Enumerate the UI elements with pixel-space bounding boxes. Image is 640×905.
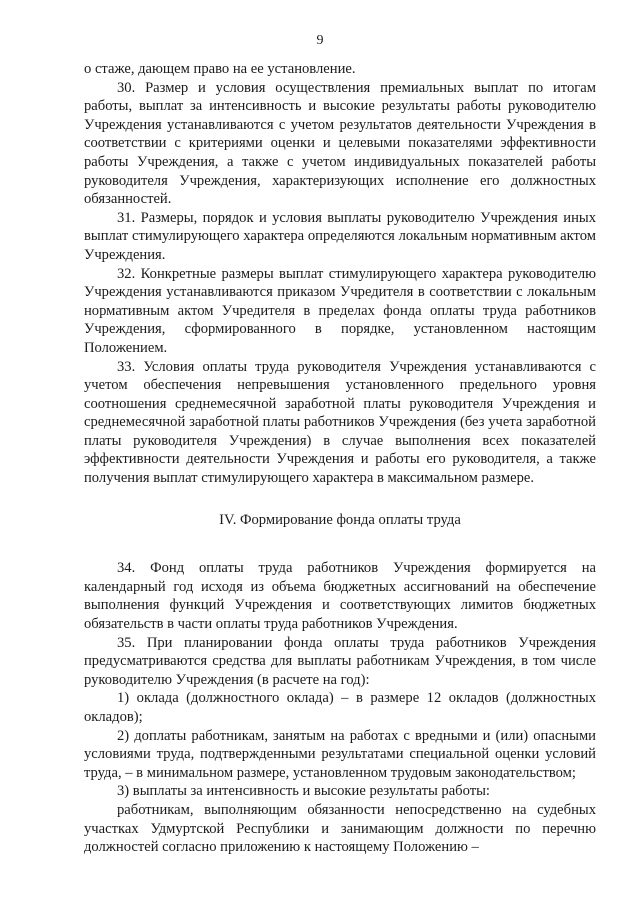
- paragraphs-before-heading: [84, 60, 596, 488]
- paragraph: о стаже, дающем право на ее установление.: [84, 61, 356, 77]
- paragraph: 1) оклада (должностного оклада) – в размере 12 окладов (должностных окладов);: [84, 690, 596, 725]
- paragraph: 2) доплаты работникам, занятым на работах с вредными и (или) опасными условиями труда, подтвержденными результатами специальной оценки условий труда, – в минимальном размере, установленном трудовым законодательством;: [84, 727, 596, 781]
- paragraph: 35. При планировании фонда оплаты труда работников Учреждения предусматриваются средства для выплаты работникам Учреждения, в том числе руководителю Учреждения (в расчете на год):: [84, 634, 596, 688]
- section-heading: IV. Формирование фонда оплаты труда: [219, 511, 461, 528]
- paragraph: 34. Фонд оплаты труда работников Учреждения формируется на календарный год исходя из объема бюджетных ассигнований на обеспечение выполнения функций Учреждения и соответствующих лимитов бюджетных обязательств в части оплаты труда работников Учреждения.: [84, 560, 596, 633]
- paragraph: 33. Условия оплаты труда руководителя Учреждения устанавливаются с учетом обеспечения непревышения установленного предельного уровня соотношения среднемесячной заработной платы руководителя Учреждения и среднемесячной заработной платы работников Учреждения (без учета заработной платы руководителя Учреждения) в случае выполнения всех показателей эффективности деятельности Учреждения и работы его руководителя, а также получения выплат стимулирующего характера в максимальном размере.: [84, 358, 596, 487]
- paragraphs-after-heading: [84, 559, 596, 857]
- paragraph: 30. Размер и условия осуществления премиальных выплат по итогам работы, выплат за интенсивность и высокие результаты работы руководителю Учреждения устанавливаются с учетом результатов деятельности Учреждения в соответствии с критериями оценки и целевыми показателями эффективности работы Учреждения, а также с учетом индивидуальных показателей работы руководителя Учреждения, характеризующих исполнение его должностных обязанностей.: [84, 79, 596, 208]
- paragraph: 32. Конкретные размеры выплат стимулирующего характера руководителю Учреждения устанавливаются приказом Учредителя в соответствии с локальным нормативным актом Учредителя в пределах фонда оплаты труда работников Учреждения, сформированного в порядке, установленном настоящим Положением.: [84, 265, 596, 356]
- paragraph: 31. Размеры, порядок и условия выплаты руководителю Учреждения иных выплат стимулирующего характера определяются локальным нормативным актом Учреждения.: [84, 209, 596, 263]
- page-number: 9: [316, 33, 324, 48]
- paragraph: работникам, выполняющим обязанности непосредственно на судебных участках Удмуртской Республики и занимающим должности по перечню должностей согласно приложению к настоящему Положению –: [84, 801, 596, 856]
- paragraph: 3) выплаты за интенсивность и высокие результаты работы:: [117, 783, 490, 800]
- document-body: [84, 60, 596, 857]
